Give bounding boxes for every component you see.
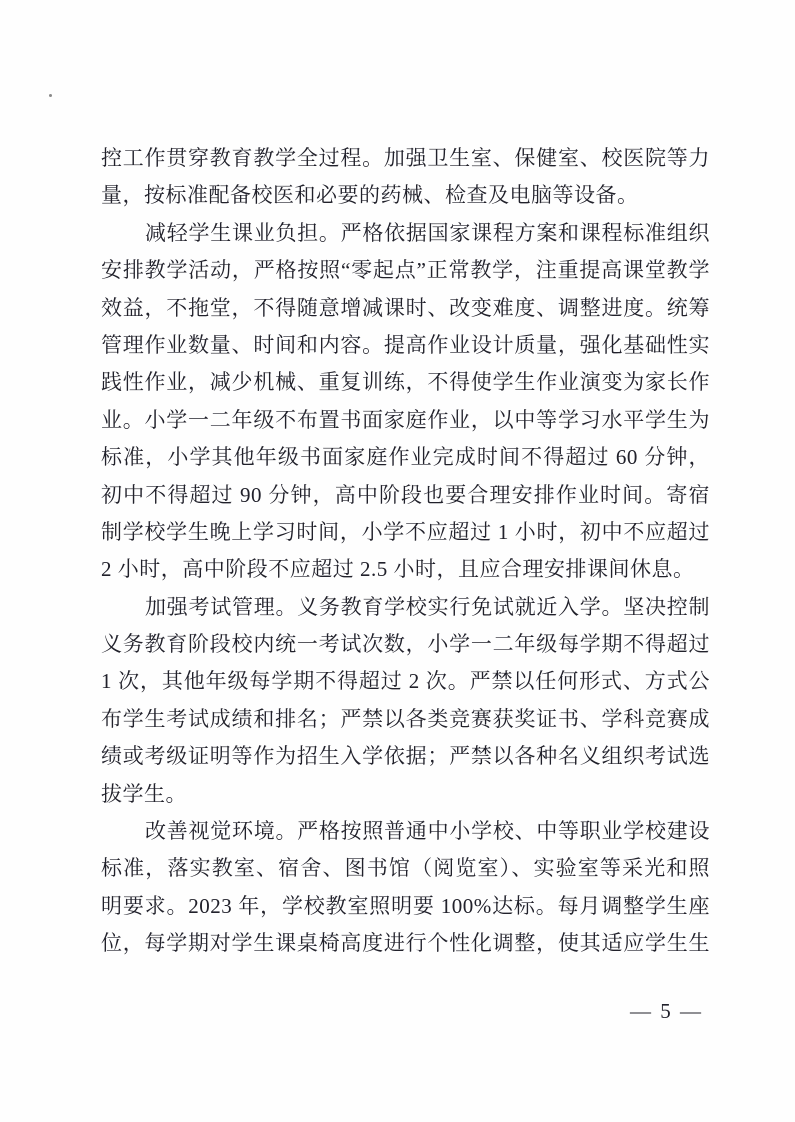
text-line: 效益，不拖堂，不得随意增减课时、改变难度、调整进度。统筹 — [101, 295, 710, 320]
scan-speck — [49, 94, 52, 97]
page-number: — 5 — — [630, 999, 703, 1023]
text-line: 制学校学生晚上学习时间，小学不应超过 1 小时，初中不应超过 — [101, 519, 710, 544]
document-text-block — [101, 140, 710, 963]
text-line: 标准，小学其他年级书面家庭作业完成时间不得超过 60 分钟， — [101, 445, 710, 470]
text-line: 义务教育阶段校内统一考试次数，小学一二年级每学期不得超过 — [101, 632, 710, 657]
text-line: 布学生考试成绩和排名；严禁以各类竞赛获奖证书、学科竞赛成 — [101, 706, 710, 731]
text-line: 量，按标准配备校医和必要的药械、检查及电脑等设备。 — [101, 183, 639, 208]
text-line: 初中不得超过 90 分钟，高中阶段也要合理安排作业时间。寄宿 — [101, 482, 710, 507]
text-line: 安排教学活动，严格按照“零起点”正常教学，注重提高课堂教学 — [101, 258, 710, 283]
text-line: 明要求。2023 年，学校教室照明要 100%达标。每月调整学生座 — [101, 893, 710, 918]
text-line: 加强考试管理。义务教育学校实行免试就近入学。坚决控制 — [145, 594, 710, 619]
text-line: 标准，落实教室、宿舍、图书馆（阅览室）、实验室等采光和照 — [101, 856, 710, 881]
text-line: 改善视觉环境。严格按照普通中小学校、中等职业学校建设 — [145, 819, 710, 844]
text-line: 2 小时，高中阶段不应超过 2.5 小时，且应合理安排课间休息。 — [101, 557, 695, 582]
text-line: 践性作业，减少机械、重复训练，不得使学生作业演变为家长作 — [101, 370, 710, 395]
text-line: 位，每学期对学生课桌椅高度进行个性化调整，使其适应学生生 — [101, 931, 710, 956]
text-line: 1 次，其他年级每学期不得超过 2 次。严禁以任何形式、方式公 — [101, 669, 710, 694]
text-line: 控工作贯穿教育教学全过程。加强卫生室、保健室、校医院等力 — [101, 146, 710, 170]
text-line: 业。小学一二年级不布置书面家庭作业，以中等学习水平学生为 — [101, 407, 710, 432]
text-line: 减轻学生课业负担。严格依据国家课程方案和课程标准组织 — [145, 220, 710, 245]
text-line: 绩或考级证明等作为招生入学依据；严禁以各种名义组织考试选 — [101, 744, 710, 769]
text-line: 拔学生。 — [101, 781, 187, 806]
text-line: 管理作业数量、时间和内容。提高作业设计质量，强化基础性实 — [101, 332, 710, 357]
